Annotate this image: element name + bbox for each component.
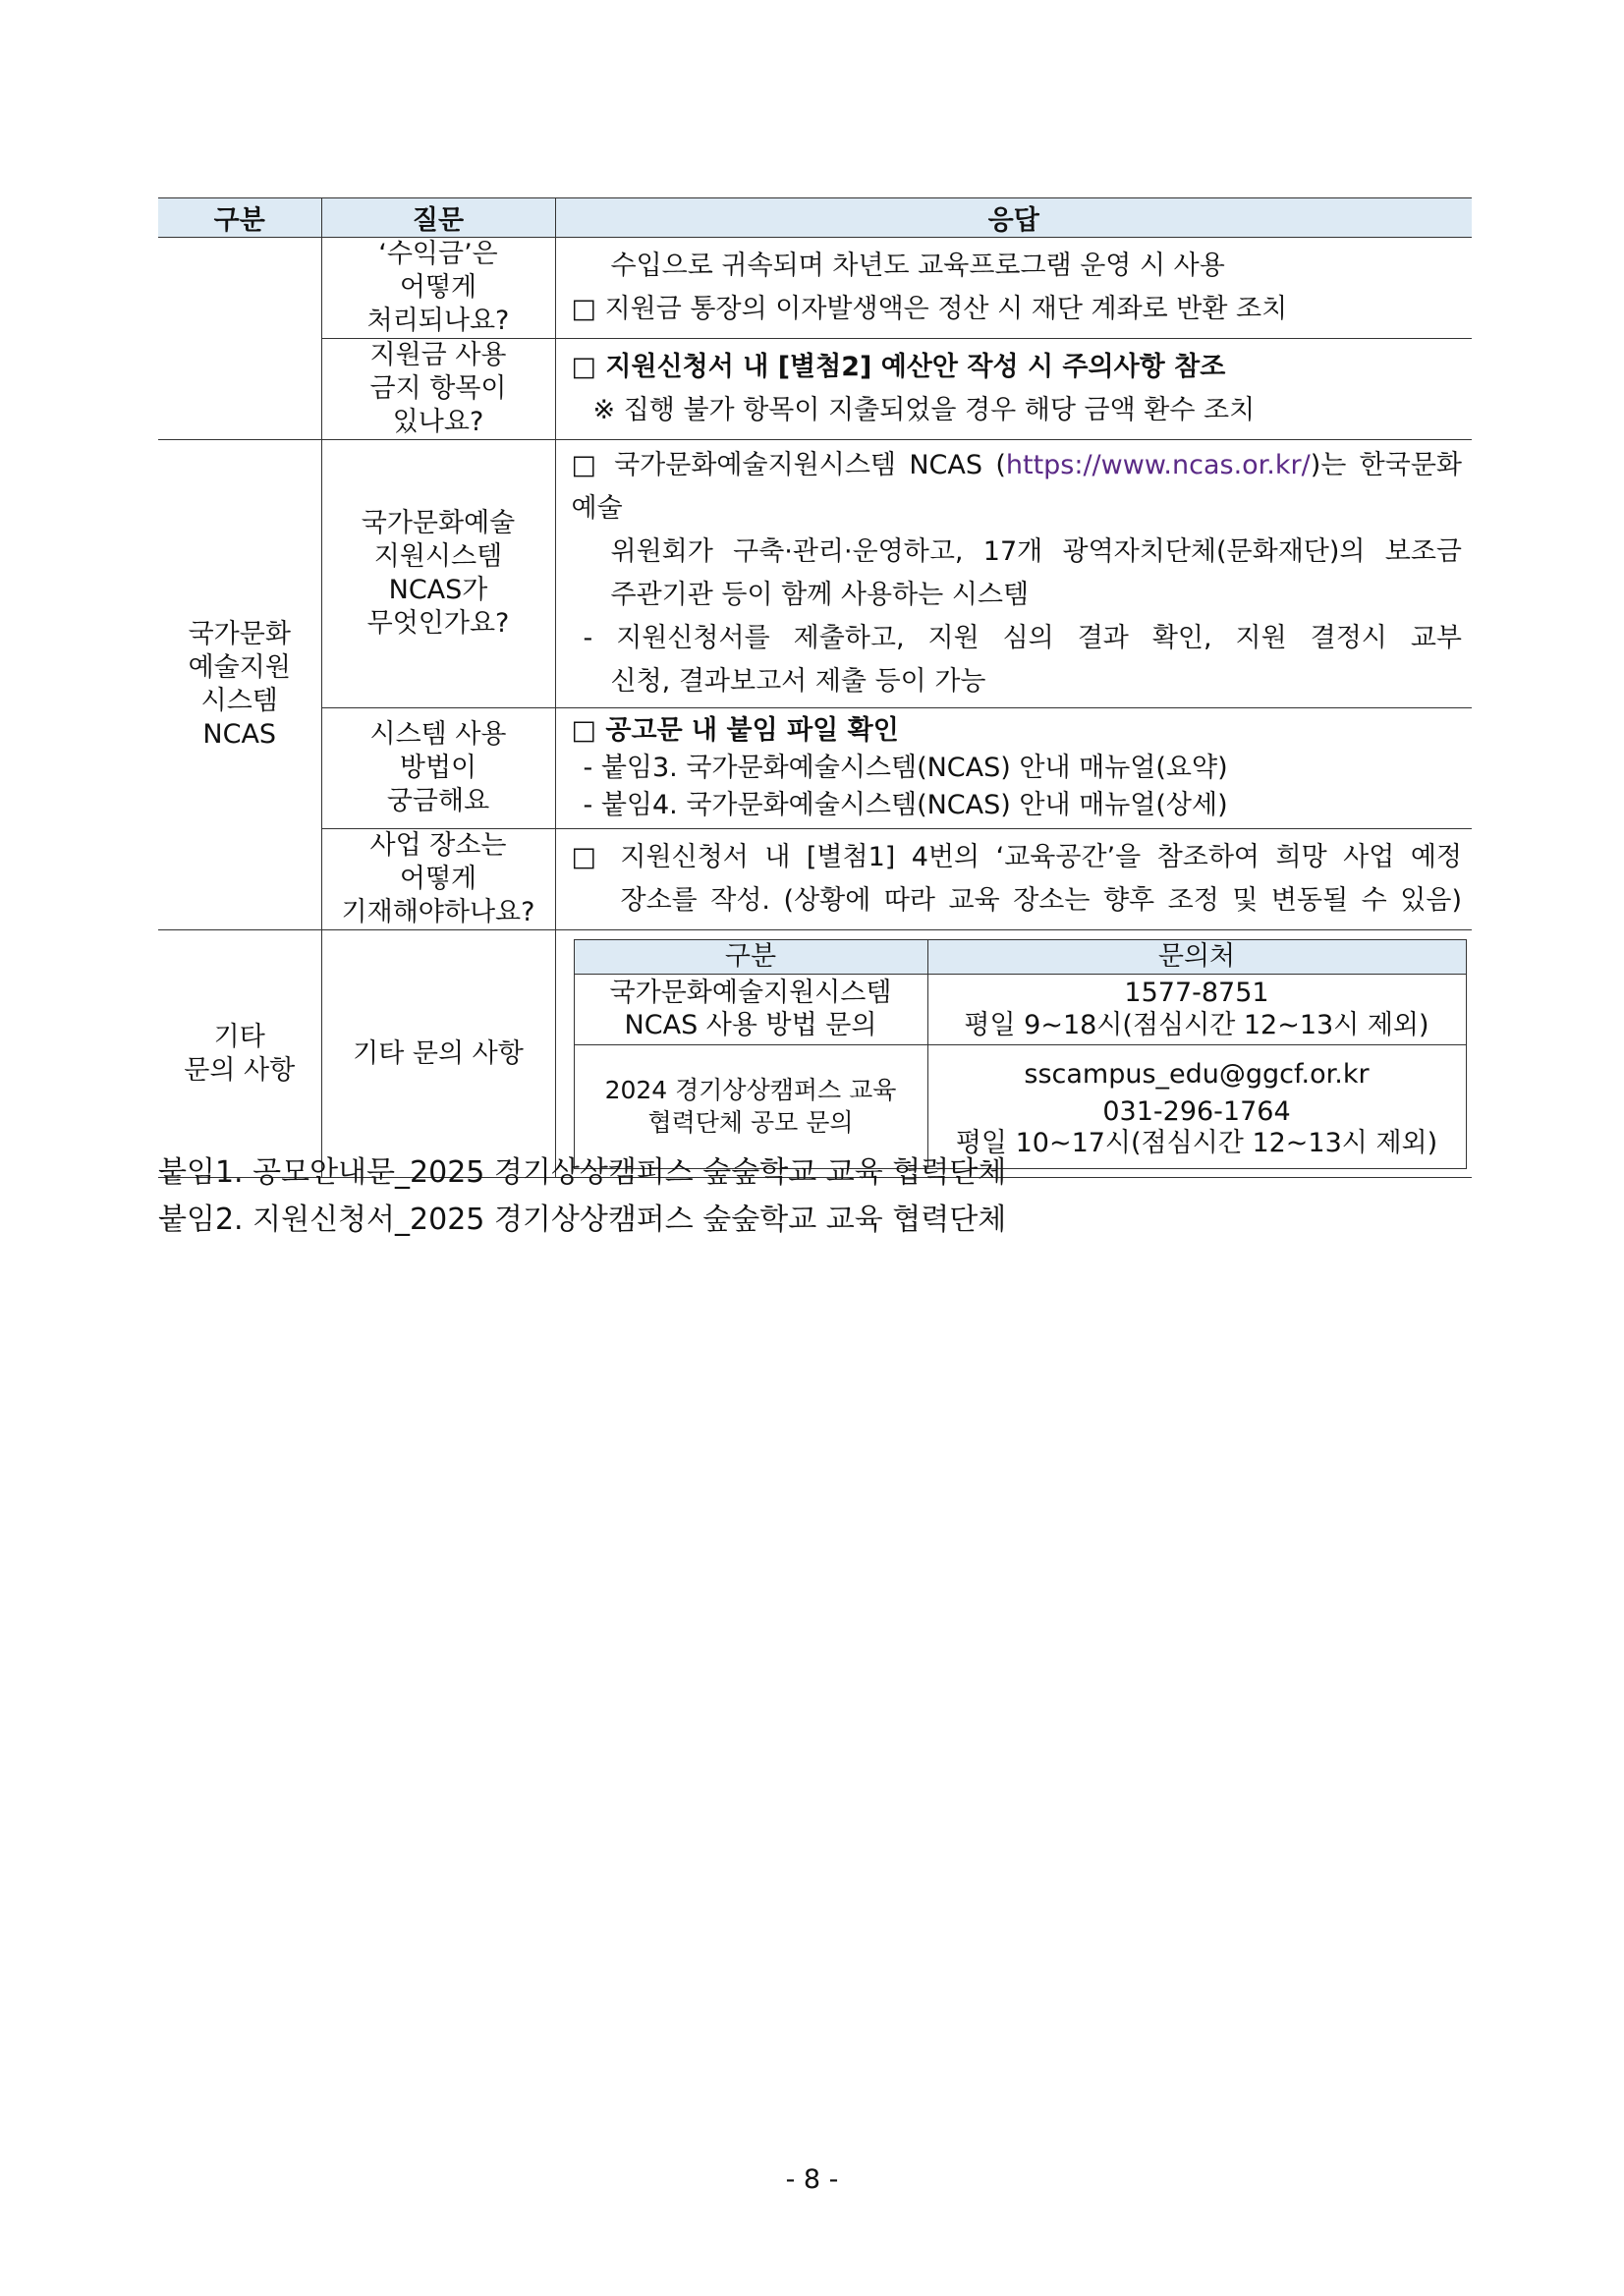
answer-cell: □ 지원신청서 내 [별첨1] 4번의 ‘교육공간’을 참조하여 희망 사업 예정 장소를 작성. (상황에 따라 교육 장소는 향후 조정 및 변동될 수 있음) bbox=[555, 829, 1472, 930]
contact-header-contact: 문의처 bbox=[927, 939, 1466, 974]
contact-header-category: 구분 bbox=[574, 939, 927, 974]
header-category: 구분 bbox=[158, 198, 321, 238]
answer-cell: □ 공고문 내 붙임 파일 확인 - 붙임3. 국가문화예술시스템(NCAS) 안내 매뉴얼(요약) - 붙임4. 국가문화예술시스템(NCAS) 안내 매뉴얼(상세) bbox=[555, 708, 1472, 829]
contact-row bbox=[574, 1044, 1466, 1168]
attachment-1: 붙임1. 공모안내문_2025 경기상상캠퍼스 숲숲학교 교육 협력단체 bbox=[158, 1155, 1007, 1190]
answer-cell-contacts bbox=[555, 930, 1472, 1178]
question-cell: 국가문화예술 지원시스템 NCAS가 무엇인가요? bbox=[321, 440, 555, 708]
table-row bbox=[158, 238, 1472, 339]
table-row bbox=[158, 930, 1472, 1178]
header-question: 질문 bbox=[321, 198, 555, 238]
question-cell: 사업 장소는 어떻게 기재해야하나요? bbox=[321, 829, 555, 930]
contact-row bbox=[574, 974, 1466, 1044]
answer-cell: □ 국가문화예술지원시스템 NCAS (https://www.ncas.or.kr/)는 한국문화예술 위원회가 구축·관리·운영하고, 17개 광역자치단체(문화재단)의 보조금 주관기관 등이 함께 사용하는 시스템 - 지원신청서를 제출하고, 지원 심의 결과 확인, 지원 결정시 교부 신청, 결과보고서 제출 등이 가능 bbox=[555, 440, 1472, 708]
question-cell: 시스템 사용 방법이 궁금해요 bbox=[321, 708, 555, 829]
contact-email[interactable]: sscampus_edu@ggcf.or.kr bbox=[1024, 1059, 1370, 1090]
faq-table bbox=[158, 197, 1472, 1178]
category-cell-etc: 기타 문의 사항 bbox=[158, 930, 321, 1178]
category-cell-ncas: 국가문화 예술지원 시스템 NCAS bbox=[158, 440, 321, 930]
category-cell-empty bbox=[158, 238, 321, 440]
question-cell: 지원금 사용 금지 항목이 있나요? bbox=[321, 339, 555, 440]
table-header-row bbox=[158, 198, 1472, 238]
table-row bbox=[158, 708, 1472, 829]
contact-label: 국가문화예술지원시스템 NCAS 사용 방법 문의 bbox=[574, 974, 927, 1044]
contact-table bbox=[574, 939, 1467, 1169]
contact-info: 1577-8751 평일 9~18시(점심시간 12~13시 제외) bbox=[927, 974, 1466, 1044]
answer-cell: □ 지원신청서 내 [별첨2] 예산안 작성 시 주의사항 참조 ※ 집행 불가 항목이 지출되었을 경우 해당 금액 환수 조치 bbox=[555, 339, 1472, 440]
contact-info: sscampus_edu@ggcf.or.kr 031-296-1764 평일 10~17시(점심시간 12~13시 제외) bbox=[927, 1044, 1466, 1168]
table-row bbox=[158, 440, 1472, 708]
contact-label: 2024 경기상상캠퍼스 교육 협력단체 공모 문의 bbox=[574, 1044, 927, 1168]
attachment-2: 붙임2. 지원신청서_2025 경기상상캠퍼스 숲숲학교 교육 협력단체 bbox=[158, 1203, 1007, 1237]
page-number: - 8 - bbox=[785, 2164, 839, 2195]
answer-cell: 수입으로 귀속되며 차년도 교육프로그램 운영 시 사용 □ 지원금 통장의 이자발생액은 정산 시 재단 계좌로 반환 조치 bbox=[555, 238, 1472, 339]
contact-header-row bbox=[574, 939, 1466, 974]
question-cell: ‘수익금’은 어떻게 처리되나요? bbox=[321, 238, 555, 339]
question-cell: 기타 문의 사항 bbox=[321, 930, 555, 1178]
table-row bbox=[158, 829, 1472, 930]
header-answer: 응답 bbox=[555, 198, 1472, 238]
table-row bbox=[158, 339, 1472, 440]
ncas-link[interactable]: https://www.ncas.or.kr/ bbox=[1005, 450, 1311, 480]
